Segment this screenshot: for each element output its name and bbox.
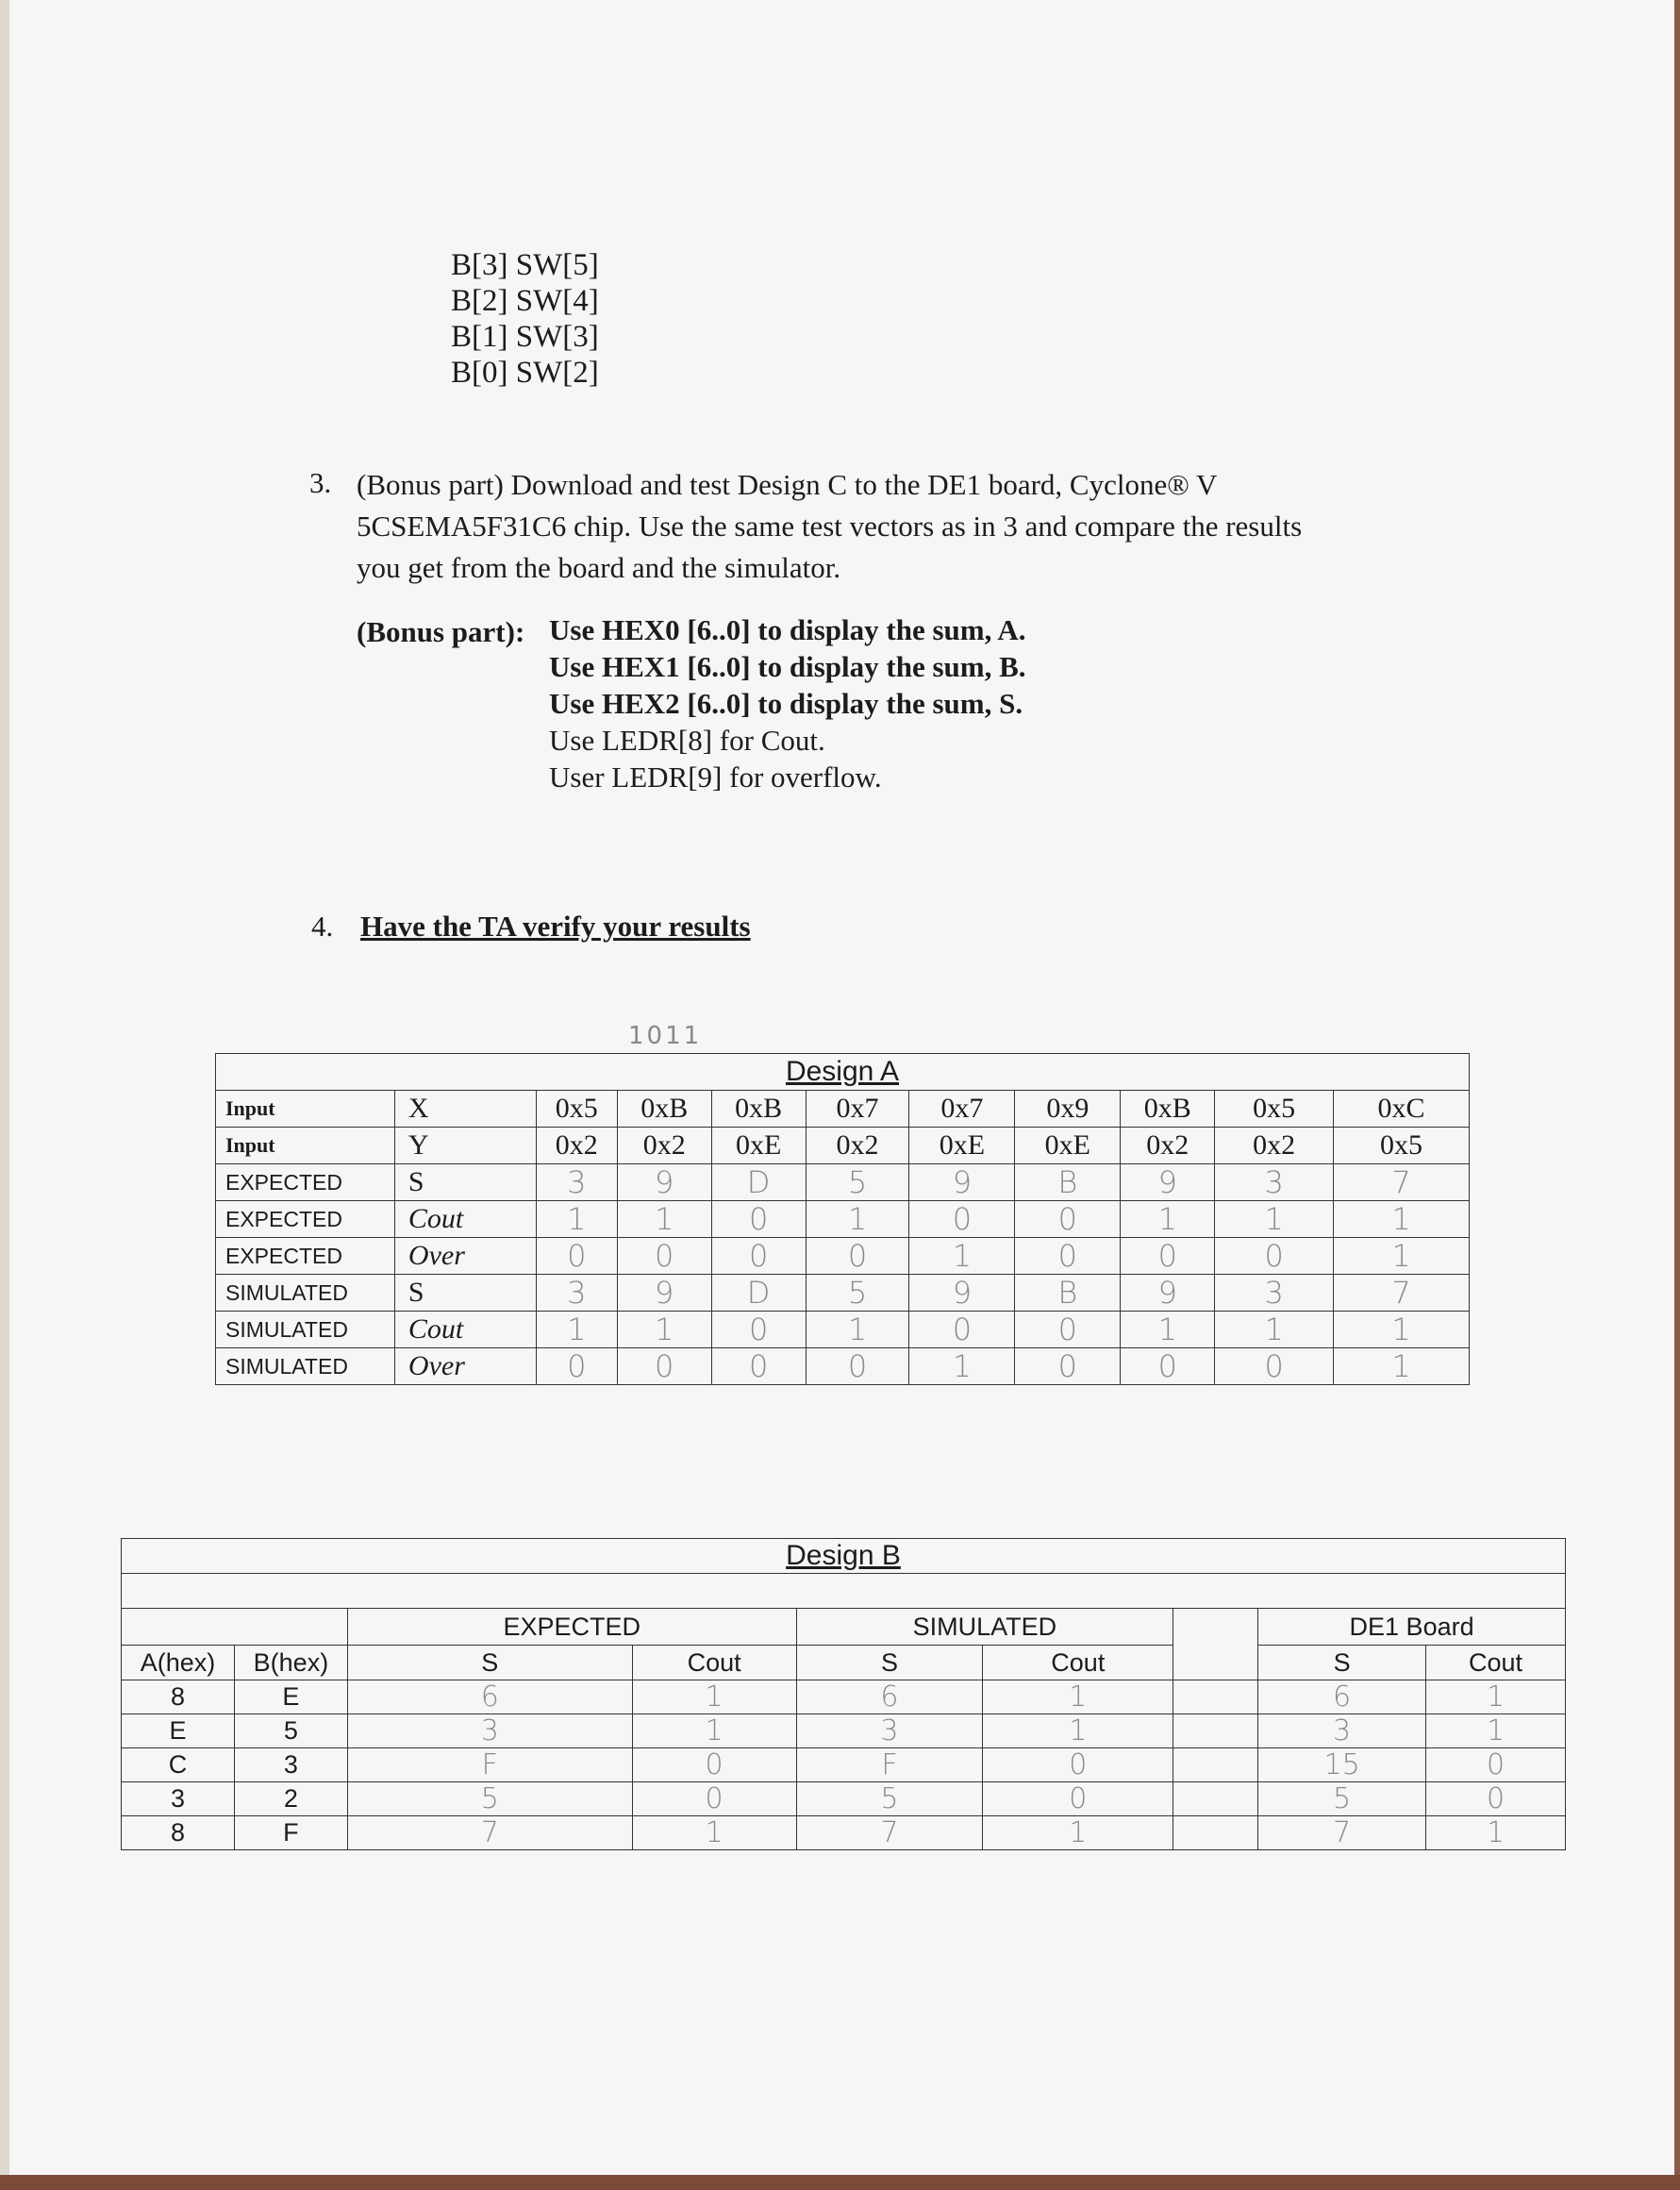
b-hex-cell: 5 — [234, 1714, 347, 1748]
row-label: EXPECTED — [216, 1201, 395, 1238]
item-3-line: you get from the board and the simulator. — [357, 551, 841, 584]
handwritten-de1-c-cell: 0 — [1426, 1782, 1566, 1816]
design-a-table — [215, 1053, 1470, 1385]
b-hex-cell: E — [234, 1680, 347, 1714]
handwritten-sim-s-cell: 5 — [796, 1782, 983, 1816]
switch-mapping-line: B[1] SW[3] — [451, 320, 599, 354]
handwritten-de1-s-cell: 6 — [1258, 1680, 1426, 1714]
handwritten-exp-s-cell: 3 — [347, 1714, 632, 1748]
input-value-cell: 0xB — [617, 1091, 711, 1128]
handwritten-value-cell: 1 — [536, 1312, 617, 1348]
input-value-cell: 0x2 — [536, 1128, 617, 1164]
row-variable: Cout — [394, 1312, 536, 1348]
input-value-cell: 0xE — [1015, 1128, 1121, 1164]
handwritten-exp-s-cell: 6 — [347, 1680, 632, 1714]
handwritten-value-cell: 9 — [617, 1275, 711, 1312]
handwritten-value-cell: 0 — [617, 1348, 711, 1385]
bonus-line: Use HEX1 [6..0] to display the sum, B. — [549, 650, 1026, 683]
row-label: EXPECTED — [216, 1238, 395, 1275]
handwritten-value-cell: 0 — [711, 1312, 806, 1348]
handwritten-value-cell: 9 — [909, 1275, 1015, 1312]
design-b-title-text: Design B — [786, 1540, 901, 1571]
input-value-cell: 0x5 — [536, 1091, 617, 1128]
handwritten-value-cell: 1 — [1334, 1312, 1470, 1348]
design-a-row — [216, 1275, 1470, 1312]
a-hex-cell: C — [122, 1748, 235, 1782]
handwritten-value-cell: 0 — [536, 1238, 617, 1275]
handwritten-de1-c-cell: 1 — [1426, 1714, 1566, 1748]
handwritten-sim-c-cell: 1 — [983, 1714, 1173, 1748]
header-de1-s: S — [1258, 1646, 1426, 1680]
handwritten-value-cell: 3 — [536, 1164, 617, 1201]
handwritten-value-cell: 0 — [536, 1348, 617, 1385]
input-value-cell: 0xB — [1121, 1091, 1215, 1128]
header-de1-cout: Cout — [1426, 1646, 1566, 1680]
handwritten-value-cell: 3 — [1215, 1275, 1334, 1312]
bonus-line: Use HEX0 [6..0] to display the sum, A. — [549, 613, 1026, 646]
input-value-cell: 0xC — [1334, 1091, 1470, 1128]
design-b-table — [121, 1538, 1566, 1850]
handwritten-value-cell: 1 — [1215, 1201, 1334, 1238]
handwritten-value-cell: 0 — [909, 1312, 1015, 1348]
item-3-number: 3. — [309, 466, 332, 499]
handwritten-value-cell: 9 — [617, 1164, 711, 1201]
handwritten-value-cell: D — [711, 1164, 806, 1201]
spacer-cell — [1173, 1782, 1258, 1816]
row-label: SIMULATED — [216, 1348, 395, 1385]
handwritten-exp-c-cell: 1 — [632, 1714, 796, 1748]
page-edge-right — [1674, 0, 1680, 2190]
design-a-row — [216, 1128, 1470, 1164]
handwritten-value-cell: 0 — [909, 1201, 1015, 1238]
item-3-line: 5CSEMA5F31C6 chip. Use the same test vectors as in 3 and compare the results — [357, 510, 1303, 543]
design-b-row — [122, 1748, 1566, 1782]
handwritten-exp-c-cell: 1 — [632, 1680, 796, 1714]
handwritten-value-cell: 1 — [1334, 1348, 1470, 1385]
row-label: SIMULATED — [216, 1312, 395, 1348]
header-b-hex: B(hex) — [234, 1646, 347, 1680]
input-value-cell: 0x2 — [617, 1128, 711, 1164]
handwritten-de1-s-cell: 3 — [1258, 1714, 1426, 1748]
design-b-row — [122, 1680, 1566, 1714]
design-a-row — [216, 1238, 1470, 1275]
input-value-cell: 0x2 — [1121, 1128, 1215, 1164]
input-value-cell: 0x2 — [806, 1128, 909, 1164]
handwritten-value-cell: 1 — [806, 1201, 909, 1238]
handwritten-value-cell: 1 — [617, 1312, 711, 1348]
bonus-instructions — [549, 611, 1026, 795]
b-hex-cell: 3 — [234, 1748, 347, 1782]
handwritten-value-cell: 1 — [806, 1312, 909, 1348]
handwritten-value-cell: 5 — [806, 1275, 909, 1312]
handwritten-exp-s-cell: F — [347, 1748, 632, 1782]
handwritten-value-cell: 5 — [806, 1164, 909, 1201]
handwritten-value-cell: 0 — [1015, 1312, 1121, 1348]
design-b-blank-row — [122, 1574, 1566, 1609]
design-b-row — [122, 1782, 1566, 1816]
group-simulated: SIMULATED — [796, 1609, 1173, 1646]
handwritten-value-cell: 3 — [1215, 1164, 1334, 1201]
handwritten-sim-c-cell: 0 — [983, 1782, 1173, 1816]
row-variable: Over — [394, 1238, 536, 1275]
handwritten-sim-s-cell: 7 — [796, 1816, 983, 1850]
handwritten-note: 1011 — [628, 1022, 703, 1050]
input-value-cell: 0x2 — [1215, 1128, 1334, 1164]
a-hex-cell: 3 — [122, 1782, 235, 1816]
row-label: EXPECTED — [216, 1164, 395, 1201]
row-label: SIMULATED — [216, 1275, 395, 1312]
handwritten-sim-c-cell: 0 — [983, 1748, 1173, 1782]
a-hex-cell: 8 — [122, 1680, 235, 1714]
input-value-cell: 0xB — [711, 1091, 806, 1128]
switch-mapping-list — [451, 247, 599, 391]
design-b-row — [122, 1714, 1566, 1748]
handwritten-value-cell: 1 — [1334, 1201, 1470, 1238]
design-a-row — [216, 1164, 1470, 1201]
handwritten-value-cell: 1 — [909, 1348, 1015, 1385]
handwritten-value-cell: 1 — [909, 1238, 1015, 1275]
row-variable: Over — [394, 1348, 536, 1385]
input-value-cell: 0x9 — [1015, 1091, 1121, 1128]
handwritten-value-cell: 1 — [1334, 1238, 1470, 1275]
handwritten-value-cell: 0 — [1015, 1238, 1121, 1275]
handwritten-value-cell: 9 — [1121, 1164, 1215, 1201]
handwritten-value-cell: 0 — [711, 1201, 806, 1238]
handwritten-value-cell: B — [1015, 1164, 1121, 1201]
input-value-cell: 0x5 — [1334, 1128, 1470, 1164]
group-empty-cell — [122, 1609, 348, 1646]
switch-mapping-line: B[0] SW[2] — [451, 356, 599, 390]
spacer-cell — [1173, 1714, 1258, 1748]
handwritten-value-cell: 1 — [1121, 1201, 1215, 1238]
handwritten-exp-s-cell: 5 — [347, 1782, 632, 1816]
group-spacer-cell — [1173, 1609, 1258, 1680]
row-variable: X — [394, 1091, 536, 1128]
handwritten-value-cell: 1 — [536, 1201, 617, 1238]
handwritten-exp-c-cell: 0 — [632, 1782, 796, 1816]
handwritten-sim-c-cell: 1 — [983, 1680, 1173, 1714]
group-de1-board: DE1 Board — [1258, 1609, 1566, 1646]
bonus-line: User LEDR[9] for overflow. — [549, 761, 882, 794]
design-b-title — [122, 1539, 1566, 1574]
page-edge-bottom — [0, 2175, 1680, 2190]
input-value-cell: 0x7 — [806, 1091, 909, 1128]
row-label: Input — [216, 1091, 395, 1128]
design-a-row — [216, 1091, 1470, 1128]
spacer-cell — [1173, 1748, 1258, 1782]
a-hex-cell: E — [122, 1714, 235, 1748]
header-a-hex: A(hex) — [122, 1646, 235, 1680]
item-3-line: (Bonus part) Download and test Design C to the DE1 board, Cyclone® V — [357, 468, 1218, 501]
page-edge-left — [0, 0, 9, 2175]
handwritten-value-cell: 7 — [1334, 1164, 1470, 1201]
handwritten-sim-c-cell: 1 — [983, 1816, 1173, 1850]
handwritten-exp-c-cell: 1 — [632, 1816, 796, 1850]
design-b-row — [122, 1816, 1566, 1850]
handwritten-value-cell: 0 — [1215, 1348, 1334, 1385]
switch-mapping-line: B[3] SW[5] — [451, 248, 599, 282]
handwritten-de1-s-cell: 7 — [1258, 1816, 1426, 1850]
group-expected: EXPECTED — [347, 1609, 796, 1646]
handwritten-value-cell: 0 — [711, 1348, 806, 1385]
handwritten-value-cell: 0 — [1215, 1238, 1334, 1275]
handwritten-value-cell: 0 — [806, 1348, 909, 1385]
handwritten-de1-s-cell: 15 — [1258, 1748, 1426, 1782]
row-variable: Y — [394, 1128, 536, 1164]
item-4-number: 4. — [311, 910, 334, 943]
handwritten-value-cell: 0 — [1121, 1238, 1215, 1275]
row-variable: S — [394, 1275, 536, 1312]
design-a-title — [216, 1054, 1470, 1091]
header-simulated-cout: Cout — [983, 1646, 1173, 1680]
bonus-line: Use HEX2 [6..0] to display the sum, S. — [549, 687, 1023, 720]
input-value-cell: 0x5 — [1215, 1091, 1334, 1128]
b-hex-cell: 2 — [234, 1782, 347, 1816]
handwritten-de1-c-cell: 1 — [1426, 1680, 1566, 1714]
row-label: Input — [216, 1128, 395, 1164]
handwritten-de1-c-cell: 1 — [1426, 1816, 1566, 1850]
handwritten-exp-c-cell: 0 — [632, 1748, 796, 1782]
handwritten-de1-c-cell: 0 — [1426, 1748, 1566, 1782]
row-variable: S — [394, 1164, 536, 1201]
input-value-cell: 0xE — [909, 1128, 1015, 1164]
design-a-row — [216, 1312, 1470, 1348]
item-3-text — [357, 464, 1302, 589]
bonus-label: (Bonus part): — [357, 615, 525, 648]
header-simulated-s: S — [796, 1646, 983, 1680]
handwritten-value-cell: 7 — [1334, 1275, 1470, 1312]
row-variable: Cout — [394, 1201, 536, 1238]
handwritten-sim-s-cell: 3 — [796, 1714, 983, 1748]
handwritten-value-cell: 0 — [617, 1238, 711, 1275]
handwritten-value-cell: B — [1015, 1275, 1121, 1312]
handwritten-value-cell: 1 — [617, 1201, 711, 1238]
input-value-cell: 0xE — [711, 1128, 806, 1164]
handwritten-de1-s-cell: 5 — [1258, 1782, 1426, 1816]
item-4-heading: Have the TA verify your results — [360, 910, 751, 943]
bonus-line: Use LEDR[8] for Cout. — [549, 724, 825, 757]
a-hex-cell: 8 — [122, 1816, 235, 1850]
input-value-cell: 0x7 — [909, 1091, 1015, 1128]
handwritten-value-cell: 0 — [1015, 1201, 1121, 1238]
design-a-row — [216, 1348, 1470, 1385]
handwritten-value-cell: D — [711, 1275, 806, 1312]
handwritten-sim-s-cell: 6 — [796, 1680, 983, 1714]
switch-mapping-line: B[2] SW[4] — [451, 284, 599, 318]
handwritten-exp-s-cell: 7 — [347, 1816, 632, 1850]
spacer-cell — [1173, 1816, 1258, 1850]
header-expected-cout: Cout — [632, 1646, 796, 1680]
handwritten-value-cell: 0 — [1015, 1348, 1121, 1385]
handwritten-value-cell: 9 — [909, 1164, 1015, 1201]
handwritten-value-cell: 3 — [536, 1275, 617, 1312]
design-a-title-text: Design A — [785, 1056, 900, 1087]
handwritten-value-cell: 1 — [1215, 1312, 1334, 1348]
b-hex-cell: F — [234, 1816, 347, 1850]
handwritten-value-cell: 1 — [1121, 1312, 1215, 1348]
handwritten-value-cell: 0 — [806, 1238, 909, 1275]
handwritten-value-cell: 9 — [1121, 1275, 1215, 1312]
header-expected-s: S — [347, 1646, 632, 1680]
spacer-cell — [1173, 1680, 1258, 1714]
design-a-row — [216, 1201, 1470, 1238]
handwritten-sim-s-cell: F — [796, 1748, 983, 1782]
handwritten-value-cell: 0 — [1121, 1348, 1215, 1385]
handwritten-value-cell: 0 — [711, 1238, 806, 1275]
